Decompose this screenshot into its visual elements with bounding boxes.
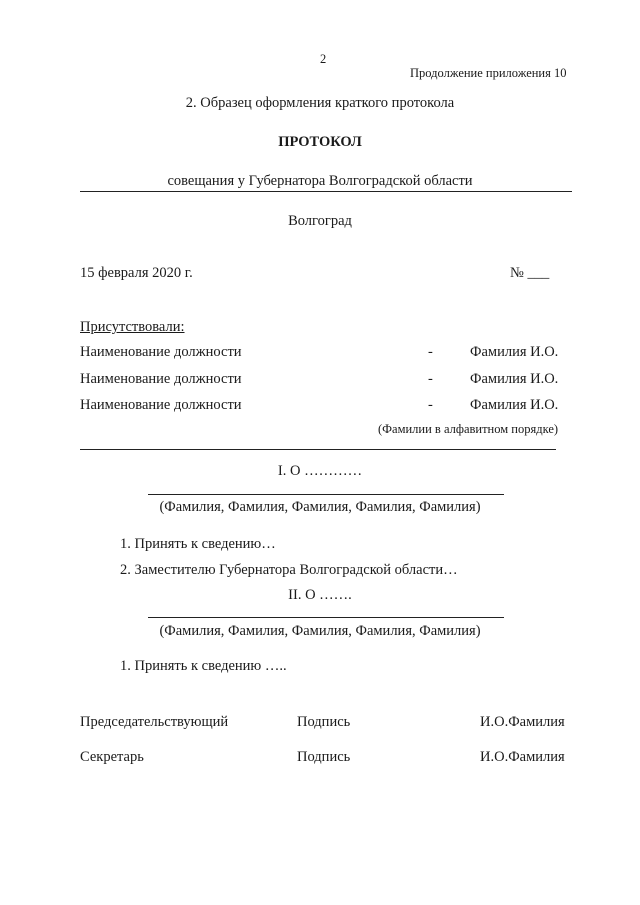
decision-item: 1. Принять к сведению… <box>120 536 276 552</box>
section-speakers: (Фамилия, Фамилия, Фамилия, Фамилия, Фамилия) <box>159 623 481 639</box>
attendee-dash: - <box>428 397 433 413</box>
subtitle-underline <box>80 191 572 192</box>
attendee-position: Наименование должности <box>80 344 242 360</box>
section-heading: II. О ……. <box>288 587 352 603</box>
section-speakers: (Фамилия, Фамилия, Фамилия, Фамилия, Фамилия) <box>159 499 481 515</box>
doc-title: ПРОТОКОЛ <box>278 134 362 150</box>
attendee-name: Фамилия И.О. <box>470 397 559 413</box>
signature-role: Председательствующий <box>80 714 229 730</box>
page-number: 2 <box>320 52 327 66</box>
meeting-date: 15 февраля 2020 г. <box>80 265 193 281</box>
signature-role: Секретарь <box>80 749 144 765</box>
signature-name: И.О.Фамилия <box>480 714 565 730</box>
city: Волгоград <box>288 213 352 229</box>
signature-placeholder: Подпись <box>297 714 351 730</box>
attendee-position: Наименование должности <box>80 371 242 387</box>
section-heading: I. О ………… <box>277 463 363 479</box>
decision-item: 2. Заместителю Губернатора Волгоградской области… <box>120 562 458 578</box>
signature-placeholder: Подпись <box>297 749 351 765</box>
signature-name: И.О.Фамилия <box>480 749 565 765</box>
attendee-name: Фамилия И.О. <box>470 371 559 387</box>
attendees-separator <box>80 449 556 450</box>
doc-subtitle: совещания у Губернатора Волгоградской области <box>167 173 473 189</box>
protocol-number: № ___ <box>510 265 550 281</box>
speakers-underline <box>148 617 504 618</box>
decision-item: 1. Принять к сведению ….. <box>120 658 287 674</box>
attendee-name: Фамилия И.О. <box>470 344 559 360</box>
attendee-dash: - <box>428 344 433 360</box>
attendees-note: (Фамилии в алфавитном порядке) <box>378 422 559 436</box>
attendees-heading: Присутствовали: <box>80 319 185 335</box>
section-title: 2. Образец оформления краткого протокола <box>185 95 455 111</box>
appendix-note: Продолжение приложения 10 <box>410 66 567 80</box>
attendee-dash: - <box>428 371 433 387</box>
attendee-position: Наименование должности <box>80 397 242 413</box>
speakers-underline <box>148 494 504 495</box>
